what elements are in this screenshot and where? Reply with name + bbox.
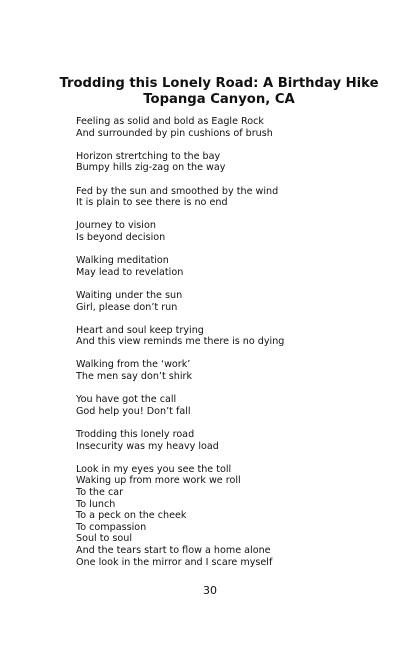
verse-line: Walking meditation [76,255,169,267]
stanza [76,255,396,278]
verse-line: To lunch [76,498,116,510]
verse-line: Walking from the ‘work’ [76,359,191,371]
verse-line: And the tears start to flow a home alone [76,544,271,556]
stanza [76,116,396,139]
verse-line: Trodding this lonely road [76,429,195,441]
verse-line: Horizon strertching to the bay [76,150,221,162]
stanza [76,464,396,568]
verse-line: God help you! Don’t fall [76,405,191,417]
stanza [76,220,396,243]
verse-line: Girl, please don’t run [76,301,178,313]
stanza [76,325,396,348]
verse-line: The men say don’t shirk [76,371,193,383]
verse-line: May lead to revelation [76,266,184,278]
verse-line: And this view reminds me there is no dying [76,336,285,348]
verse-line: Heart and soul keep trying [76,324,204,336]
verse-line: Look in my eyes you see the toll [76,463,232,475]
verse-line: It is plain to see there is no end [76,197,228,209]
title-line-1: Trodding this Lonely Road: A Birthday Hike [59,76,379,91]
verse-line: Feeling as solid and bold as Eagle Rock [76,116,264,127]
stanza [76,186,396,209]
verse-line: One look in the mirror and I scare myself [76,556,273,568]
stanza [76,429,396,452]
verse-line: Journey to vision [76,220,156,232]
page-number: 30 [203,584,217,597]
verse-line: You have got the call [76,394,177,406]
verse-line: And surrounded by pin cushions of brush [76,127,273,139]
verse-line: Waiting under the sun [76,289,183,301]
verse-line: To the car [76,487,124,498]
verse-line: Bumpy hills zig-zag on the way [76,162,226,174]
verse-line: To a peck on the cheek [76,510,187,522]
verse-line: Fed by the sun and smoothed by the wind [76,185,279,197]
stanza [76,359,396,382]
stanza [76,394,396,417]
verse-line: To compassion [76,521,147,533]
poem-title [0,76,420,108]
verse-line: Is beyond decision [76,231,166,243]
verse-line: Waking up from more work we roll [76,475,241,487]
poem-body [76,116,396,580]
stanza [76,290,396,313]
title-line-2: Topanga Canyon, CA [143,92,295,107]
stanza [76,151,396,174]
verse-line: Soul to soul [76,533,133,545]
verse-line: Insecurity was my heavy load [76,440,219,452]
